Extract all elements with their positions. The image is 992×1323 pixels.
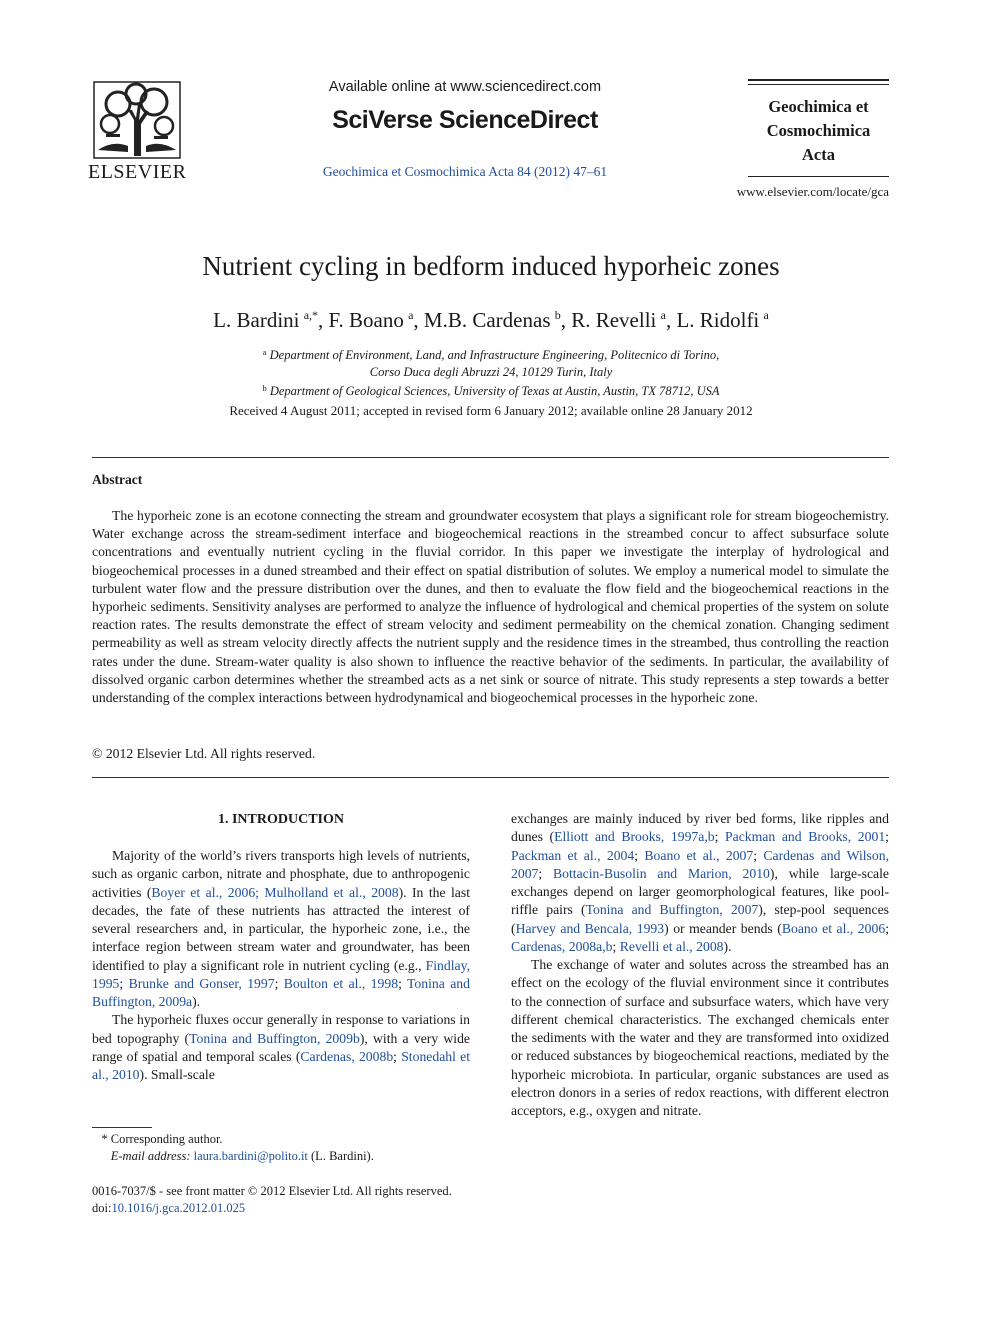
citation-link[interactable]: Tonina and Buffington, 2009a xyxy=(92,975,470,1009)
journal-top-rule-thin xyxy=(748,84,889,85)
doi-link[interactable]: 10.1016/j.gca.2012.01.025 xyxy=(111,1201,246,1215)
abstract-bottom-rule xyxy=(92,777,889,778)
abstract-copyright: © 2012 Elsevier Ltd. All rights reserved. xyxy=(92,746,316,761)
citation-link[interactable]: Tonina and Buffington, 2007 xyxy=(585,902,759,918)
author xyxy=(676,308,768,332)
abstract-body: The hyporheic zone is an ecotone connecting the stream and groundwater ecosystem that plays a significant role for stream biogeochemistry. Water exchange across the stream-sediment interface and biogeochemical reactions in the streambed concur to affect subsurface solute concentrations and eventually nutrient cycling in the fluvial corridor. In this paper we investigate the interplay of hydrological and biogeochemical processes in a duned streambed and their effect on spatial distribution of solutes. We employ a numerical model to simulate the turbulent water flow and the pressure distribution over the dunes, and then to evaluate the flow field and the biogeochemical reactions in the hyporheic sediments. Sensitivity analyses are performed to analyze the influence of hydrological and chemical properties of the system on solute reaction rates. The results demonstrate the effect of stream velocity and sediment permeability on the chemical zonation. Changing sediment permeability as well as stream velocity directly affects the nutrient supply and the residence times in the streambed, thus controlling the reaction rates under the dune. Stream-water quality is also shown to influence the reactive behavior of the sediments. In particular, the availability of dissolved organic carbon determines whether the streambed acts as a net sink or source of nitrate. This study represents a step towards a better understanding of the complex interactions between hydrodynamical and biogeochemical processes in the hyporheic zone. xyxy=(92,508,889,706)
author-name: L. Ridolfi xyxy=(676,308,760,332)
citation-link[interactable]: Harvey and Bencala, 1993 xyxy=(515,920,665,936)
citation-link[interactable]: Cardenas, 2008a,b xyxy=(511,938,613,954)
intro-paragraph-3 xyxy=(511,956,889,1120)
author xyxy=(329,308,414,332)
citation-link[interactable]: Brunke and Gonser, 1997 xyxy=(128,975,275,991)
paragraph-text: ), with a very wide range of spatial and temporal scales ( xyxy=(92,1030,470,1064)
sciencedirect-brand: SciVerse ScienceDirect xyxy=(332,106,598,134)
paragraph-text: ), while large-scale exchanges depend on larger geomorphological features, like pool-riffle pairs ( xyxy=(511,865,889,918)
citation-link[interactable]: Boano et al., 2007 xyxy=(644,847,754,863)
paragraph-text: ; xyxy=(612,938,620,954)
paragraph-text: ). In the last decades, the fate of these nutrients has attracted the interest of several researchers and, in particular, the hyporheic zone, i.e., the interface region between stream water and groundwater, has been identified to play a significant role in nutrient cycling (e.g., xyxy=(92,884,471,973)
paragraph-text: ). xyxy=(723,938,732,954)
journal-top-rule xyxy=(748,79,889,81)
paragraph-text: ), step-pool sequences ( xyxy=(511,902,889,936)
author-list: L. Bardini $^{a,*}$, F. Boano $^a$, M.B. Cardenas $^b$, R. Revelli $^a$, L. Ridolfi $^a$ xyxy=(213,308,769,332)
author-affiliation-mark: a xyxy=(408,308,414,322)
paragraph-text: The hyporheic fluxes occur generally in response to variations in bed topography ( xyxy=(92,1012,470,1046)
paragraph-text: ). xyxy=(192,994,201,1009)
intro-paragraph-1 xyxy=(92,847,470,1011)
author-name: R. Revelli xyxy=(571,308,657,332)
journal-url[interactable]: www.elsevier.com/locate/gca xyxy=(736,184,889,199)
citation-link[interactable]: Cardenas and Wilson, 2007 xyxy=(511,847,889,881)
section-heading-introduction: 1. INTRODUCTION xyxy=(217,812,344,827)
paragraph-text: ). Small-scale xyxy=(139,1067,215,1082)
received-dates: Received 4 August 2011; accepted in revised form 6 January 2012; available online 28 January 2012 xyxy=(229,403,753,418)
citation-link[interactable]: Stonedahl et al., 2010 xyxy=(92,1048,471,1082)
journal-name: Geochimica et Cosmochimica Acta xyxy=(766,97,871,164)
paragraph-text: ; xyxy=(885,829,889,845)
journal-bottom-rule xyxy=(748,176,889,177)
citation-link[interactable]: Elliott and Brooks, 1997a,b xyxy=(554,829,715,845)
footnote: * Corresponding author. E-mail address: laura.bardini@polito.it (L. Bardini). xyxy=(101,1132,374,1163)
citation-link[interactable]: Packman and Brooks, 2001 xyxy=(725,829,886,845)
abstract-heading: Abstract xyxy=(92,472,143,487)
author-name: M.B. Cardenas xyxy=(423,308,551,332)
paragraph-text: ) or meander bends ( xyxy=(664,920,782,936)
citation-link[interactable]: Tonina and Buffington, 2009b xyxy=(189,1030,360,1046)
author-affiliation-mark: a,* xyxy=(303,308,319,322)
citation-link[interactable]: Findlay, 1995 xyxy=(92,957,470,991)
paragraph-text: ; xyxy=(753,847,764,863)
citation-link[interactable]: Boyer et al., 2006; Mulholland et al., 2008 xyxy=(151,884,399,900)
paragraph-text: ; xyxy=(634,847,645,863)
citation-link[interactable]: Cardenas, 2008b xyxy=(300,1048,394,1064)
article-title: Nutrient cycling in bedform induced hyporheic zones xyxy=(202,251,780,281)
intro-paragraph-2-continued xyxy=(511,810,889,956)
author-affiliation-mark: a xyxy=(660,308,666,322)
publisher-wordmark: ELSEVIER xyxy=(88,161,187,183)
citation-link[interactable]: Boano et al., 2006 xyxy=(781,920,886,936)
paragraph-text: ; xyxy=(714,829,726,845)
citation-link[interactable]: Packman et al., 2004 xyxy=(511,847,635,863)
paragraph-text: Majority of the world’s rivers transports high levels of nutrients, such as organic carbon, nitrate and phosphate, due to anthropogenic activities ( xyxy=(92,848,470,900)
citation-link[interactable]: Revelli et al., 2008 xyxy=(619,938,724,954)
author-name: F. Boano xyxy=(328,308,404,332)
paragraph-text: ; xyxy=(398,975,408,991)
author-affiliation-mark: b xyxy=(554,308,561,322)
author-name: L. Bardini xyxy=(213,308,300,332)
right-column xyxy=(511,810,889,1120)
paragraph-text: ; xyxy=(274,975,284,991)
paragraph-text: The exchange of water and solutes across the streambed has an effect on the ecology of the fluvial environment since it contributes to the connection of surface and subsurface waters, which have very different chemical characteristics. The exchanged chemicals enter the sediments with the water and they are transformed into oxidized or reduced substances by biogeochemical reactions, mediated by the hyporheic microbiota. In particular, organic substances are used as electron donors in a series of redox reactions, with different electron acceptors, e.g., oxygen and nitrate. xyxy=(511,957,889,1118)
citation-link[interactable]: Boulton et al., 1998 xyxy=(283,975,399,991)
left-column xyxy=(92,847,470,1084)
affiliations: $^a$ Department of Environment, Land, and Infrastructure Engineering, Politecnico di Torino, Corso Duca degli Abruzzi 24, 10129 Turin, Italy $^b$ Department of Geological Sciences, University of Texas at Austin, Austin, TX 78712, USA xyxy=(262,347,720,398)
author-affiliation-mark: a xyxy=(763,308,769,322)
paragraph-text: ; xyxy=(119,975,129,991)
page-footer: 0016-7037/$ - see front matter © 2012 Elsevier Ltd. All rights reserved. doi:10.1016/j.gca.2012.01.025 xyxy=(92,1184,452,1215)
paragraph-text: ; xyxy=(538,865,554,881)
citation-link[interactable]: Bottacin-Busolin and Marion, 2010 xyxy=(553,865,770,881)
available-online-text: Available online at www.sciencedirect.com xyxy=(328,79,602,95)
footnote-rule xyxy=(92,1127,152,1128)
author xyxy=(213,308,318,332)
author xyxy=(424,308,561,332)
intro-paragraph-2 xyxy=(92,1011,470,1084)
paragraph-text: exchanges are mainly induced by river bed forms, like ripples and dunes ( xyxy=(511,811,889,845)
paragraph-text: ; xyxy=(885,920,889,936)
author-email-link[interactable]: laura.bardini@polito.it xyxy=(193,1149,308,1163)
paragraph-text: ; xyxy=(393,1048,402,1064)
author xyxy=(571,308,666,332)
journal-citation-link[interactable]: Geochimica et Cosmochimica Acta 84 (2012) 47–61 xyxy=(322,164,608,179)
abstract-top-rule xyxy=(92,457,889,458)
